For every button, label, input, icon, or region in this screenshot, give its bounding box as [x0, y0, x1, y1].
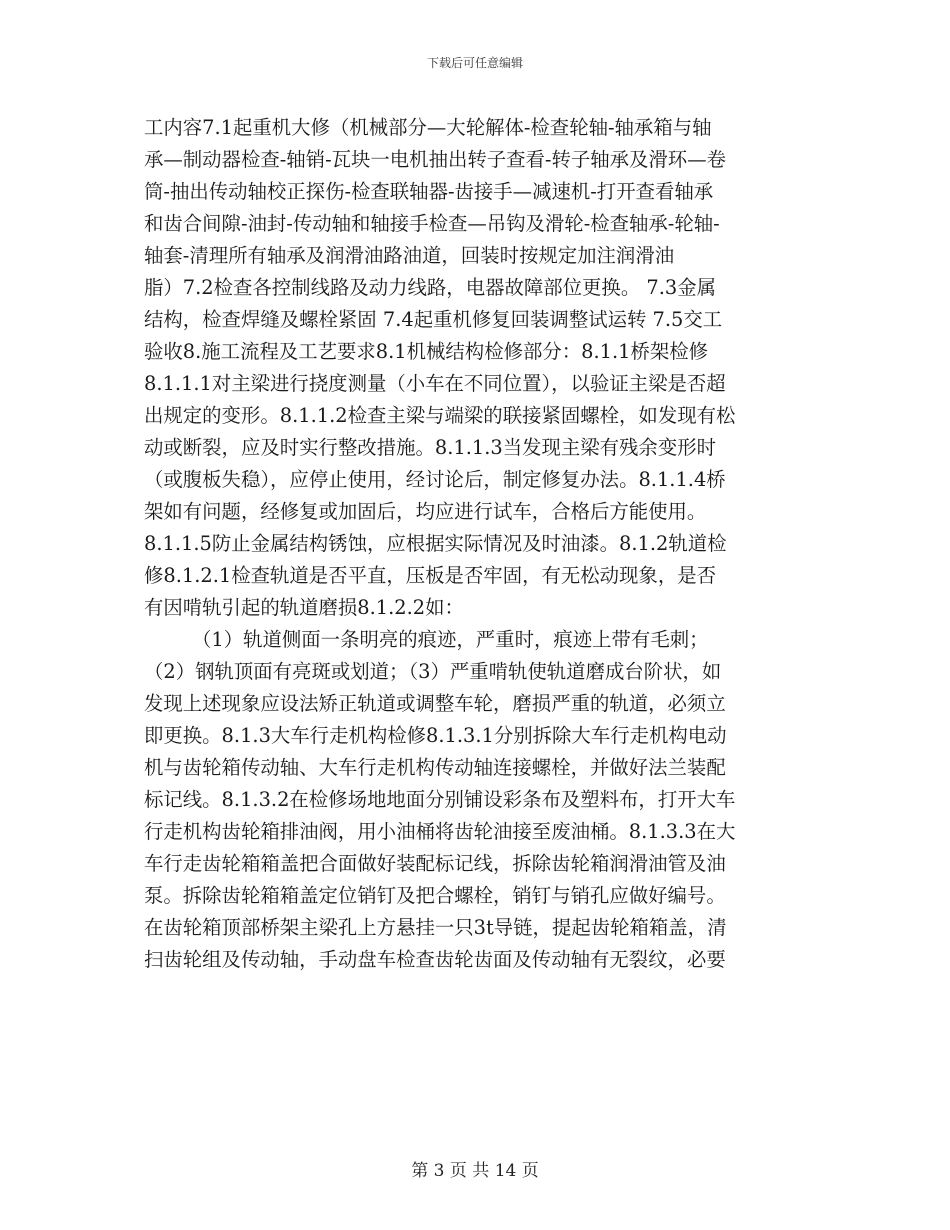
text-line: 即更换。8.1.3大车行走机构检修8.1.3.1分别拆除大车行走机构电动: [144, 724, 727, 747]
text-line: 架如有问题，经修复或加固后，均应进行试车，合格后方能使用。: [144, 500, 707, 523]
text-line: 结构，检查焊缝及螺栓紧固 7.4起重机修复回装调整试运转 7.5交工: [144, 308, 723, 331]
text-line: 泵。拆除齿轮箱箱盖定位销钉及把合螺栓，销钉与销孔应做好编号。: [144, 884, 726, 907]
text-line: （或腹板失稳），应停止使用，经讨论后，制定修复办法。8.1.1.4桥: [144, 468, 726, 491]
text-line: 承—制动器检查-轴销-瓦块一电机抽出转子查看-转子轴承及滑环—卷: [144, 148, 726, 171]
text-line: 验收8.施工流程及工艺要求8.1机械结构检修部分：8.1.1桥架检修: [144, 340, 709, 363]
text-line: 发现上述现象应设法矫正轨道或调整车轮，磨损严重的轨道，必须立: [144, 692, 726, 715]
text-line: 筒-抽出传动轴校正探伤-检查联轴器-齿接手—减速机-打开查看轴承: [144, 180, 714, 203]
text-line-indented: （1）轨道侧面一条明亮的痕迹，严重时，痕迹上带有毛刺；: [192, 628, 709, 651]
text-line: 出规定的变形。8.1.1.2检查主梁与端梁的联接紧固螺栓，如发现有松: [144, 404, 736, 427]
text-line: 修8.1.2.1检查轨道是否平直，压板是否牢固，有无松动现象，是否: [144, 564, 716, 587]
page-number-footer: 第 3 页 共 14 页: [411, 1161, 539, 1181]
text-line: 8.1.1.5防止金属结构锈蚀，应根据实际情况及时油漆。8.1.2轨道检: [144, 532, 727, 555]
text-line: 工内容7.1起重机大修（机械部分—大轮解体-检查轮轴-轴承箱与轴: [144, 116, 712, 139]
text-line: 行走机构齿轮箱排油阀，用小油桶将齿轮油接至废油桶。8.1.3.3在大: [144, 820, 736, 843]
text-line: 标记线。8.1.3.2在检修场地地面分别铺设彩条布及塑料布，打开大车: [144, 788, 736, 811]
text-line: 轴套-清理所有轴承及润滑油路油道，回装时按规定加注润滑油: [144, 244, 675, 267]
text-line: 机与齿轮箱传动轴、大车行走机构传动轴连接螺栓，并做好法兰装配: [144, 756, 726, 779]
page-header: 下载后可任意编辑: [426, 56, 523, 70]
text-line: 8.1.1.1对主梁进行挠度测量（小车在不同位置），以验证主梁是否超: [144, 372, 726, 395]
text-line: 扫齿轮组及传动轴，手动盘车检查齿轮齿面及传动轴有无裂纹，必要: [144, 948, 726, 971]
text-line: 动或断裂，应及时实行整改措施。8.1.1.3当发现主梁有残余变形时: [144, 436, 716, 459]
text-line: 脂）7.2检查各控制线路及动力线路，电器故障部位更换。 7.3金属: [144, 276, 716, 299]
document-body: [144, 112, 810, 976]
text-line: 车行走齿轮箱箱盖把合面做好装配标记线，拆除齿轮箱润滑油管及油: [144, 852, 726, 875]
text-line: 和齿合间隙-油封-传动轴和轴接手检查—吊钩及滑轮-检查轴承-轮轴-: [144, 212, 720, 235]
text-line: 在齿轮箱顶部桥架主梁孔上方悬挂一只3t导链，提起齿轮箱箱盖，清: [144, 916, 727, 939]
text-line: 有因啃轨引起的轨道磨损8.1.2.2如：: [144, 596, 464, 619]
text-line: （2）钢轨顶面有亮斑或划道；（3）严重啃轨使轨道磨成台阶状，如: [144, 660, 722, 683]
